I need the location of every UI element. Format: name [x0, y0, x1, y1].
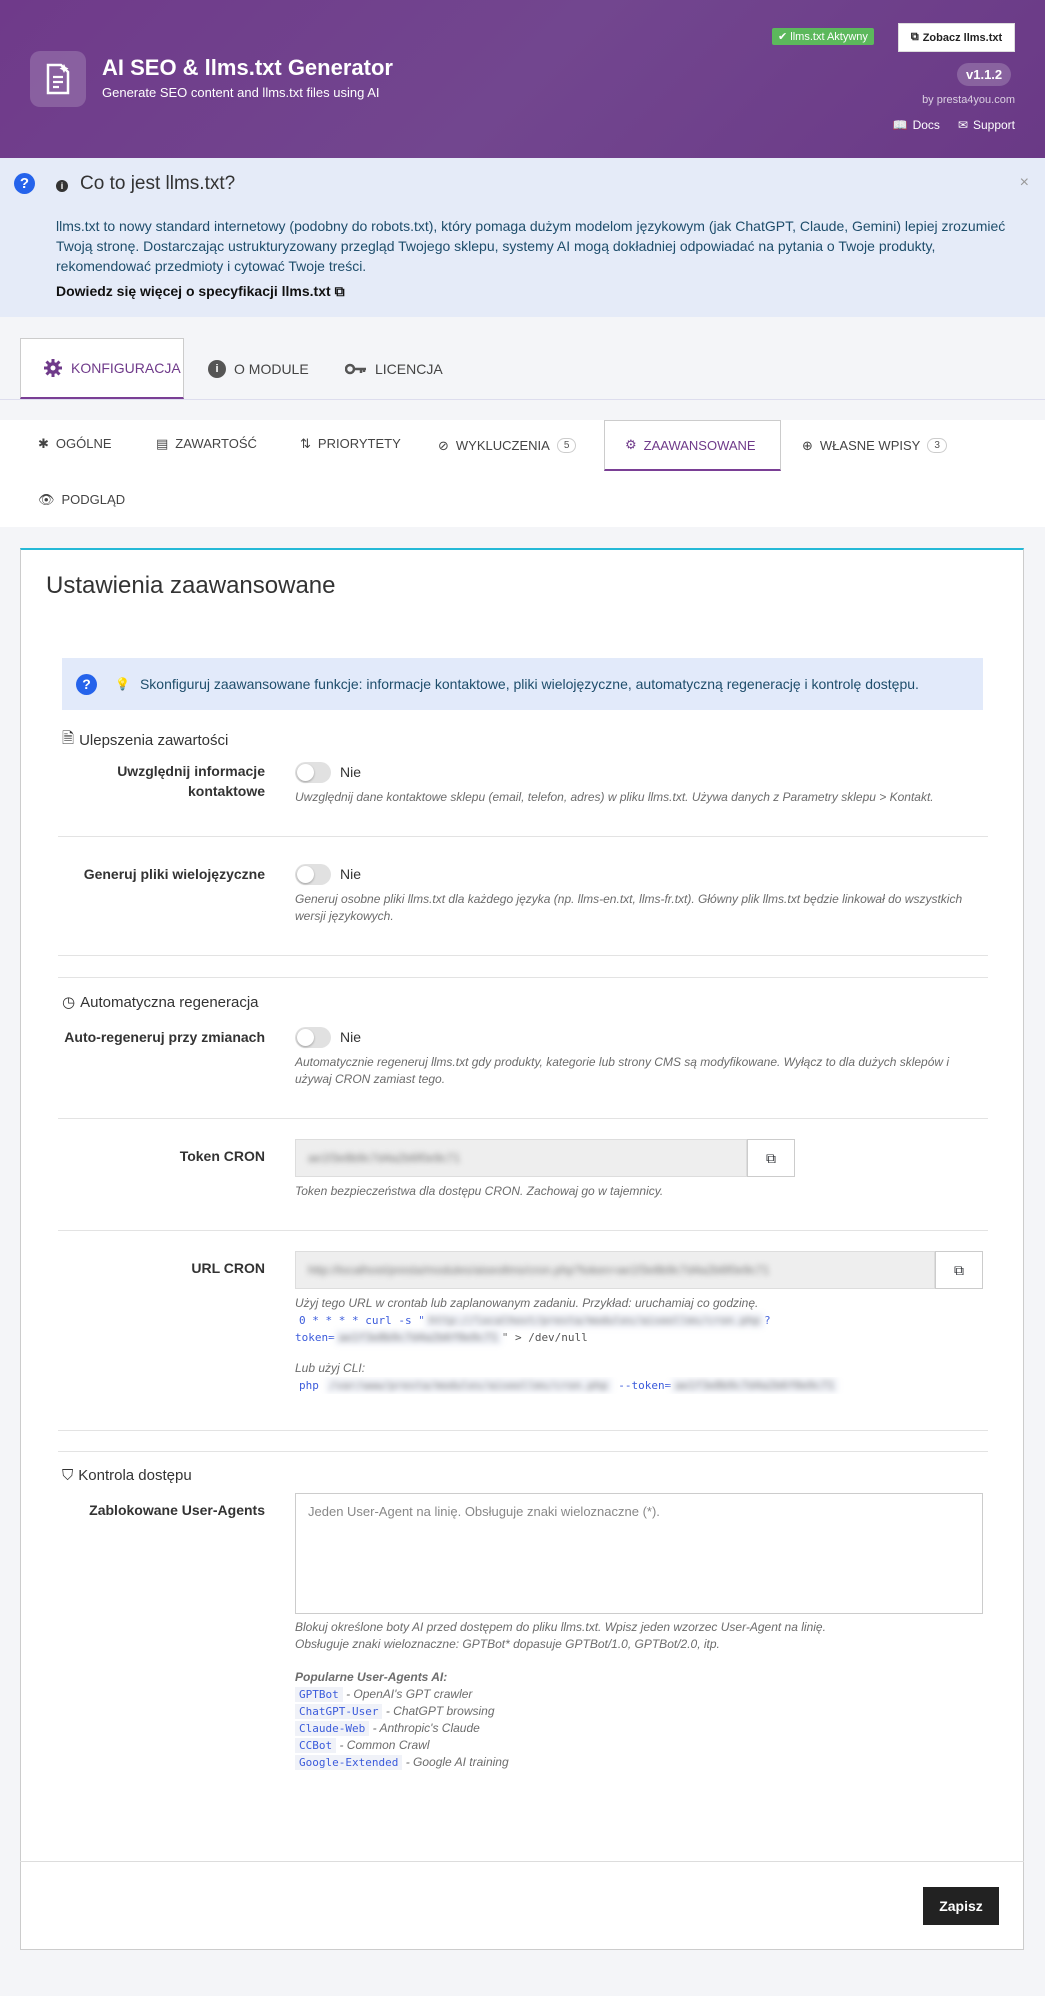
cron-q: ?	[763, 1314, 771, 1327]
agent-name: GPTBot	[295, 1687, 343, 1702]
panel-footer	[20, 1861, 1024, 1950]
autoregen-toggle-label: Nie	[340, 1029, 362, 1045]
subtab-ogolne[interactable]	[38, 418, 112, 469]
subtab-priorytety[interactable]	[300, 418, 401, 469]
agent-desc: - Common Crawl	[339, 1738, 430, 1752]
multilang-toggle[interactable]	[295, 864, 331, 885]
contact-label-line1: Uwzględnij informacje	[117, 763, 265, 779]
author-link[interactable]: by presta4you.com	[922, 94, 1015, 106]
cli-path: /var/www/presta/modules/aiseollms/cron.php	[326, 1378, 612, 1393]
close-icon[interactable]: ×	[1019, 174, 1029, 191]
envelope-icon: ✉	[957, 118, 968, 132]
cogs-icon: ⚙	[625, 437, 637, 452]
info-text: llms.txt to nowy standard internetowy (podobny do robots.txt), który pomaga dużym modelom językowym (jak ChatGPT, Claude, Gemini) lepiej zrozumieć Twoją stronę. Dostarczając ustrukturyzowany przegląd Twojego sklepu, systemy AI mogą dokładniej odpowiadać na pytania o Twoje produkty, rekomendować przedmioty i cytować Twoje treści.	[56, 218, 1006, 274]
info-icon: i	[56, 180, 68, 192]
custom-entries-count: 3	[927, 438, 947, 453]
multilang-label: Generuj pliki wielojęzyczne	[83, 866, 265, 882]
file-icon: 🗎	[62, 730, 75, 747]
autoregen-help: Automatycznie regeneruj llms.txt gdy produkty, kategorie lub strony CMS są modyfikowane. Wyłącz to dla dużych sklepów i używaj CRON zamiast tego.	[295, 1055, 950, 1086]
save-button[interactable]: Zapisz	[923, 1887, 999, 1925]
popular-agent	[295, 1720, 985, 1737]
agent-name: CCBot	[295, 1738, 336, 1753]
shield-icon: ⛉	[62, 1467, 74, 1484]
status-badge: ✔ llms.txt Aktywny	[772, 28, 874, 45]
cli-example	[299, 1377, 985, 1394]
clock-icon: ◷	[62, 994, 76, 1011]
agent-name: Claude-Web	[295, 1721, 369, 1736]
agent-name: Google-Extended	[295, 1755, 402, 1770]
section-access-label: Kontrola dostępu	[78, 1467, 192, 1484]
cron-suffix: " > /dev/null	[501, 1331, 588, 1344]
agents-label: Zablokowane User-Agents	[89, 1502, 265, 1518]
agent-desc: - Google AI training	[405, 1755, 509, 1769]
token-help: Token bezpieczeństwa dla dostępu CRON. Zachowaj go w tajemnicy.	[295, 1184, 664, 1198]
exclusions-count: 5	[557, 438, 577, 453]
cli-php: php	[299, 1379, 319, 1392]
section-content-label: Ulepszenia zawartości	[79, 732, 229, 749]
module-subtitle: Generate SEO content and llms.txt files using AI	[102, 85, 380, 100]
spec-link[interactable]	[56, 283, 345, 300]
info-circle-icon: i	[208, 360, 226, 378]
view-llms-label: Zobacz llms.txt	[922, 31, 1003, 44]
cron-example-line2	[295, 1329, 985, 1346]
sort-icon: ⇅	[300, 435, 311, 451]
docs-link[interactable]	[893, 118, 940, 132]
cron-example	[299, 1312, 985, 1329]
status-badge-label: llms.txt Aktywny	[790, 31, 868, 43]
subtab-podglad-label: PODGLĄD	[61, 492, 126, 507]
agent-name: ChatGPT-User	[295, 1704, 382, 1719]
autoregen-label: Auto-regeneruj przy zmianach	[64, 1029, 265, 1045]
contact-label-line2: kontaktowe	[187, 783, 265, 799]
help-icon: ?	[76, 674, 97, 695]
divider	[58, 836, 988, 837]
cron-url: http://localhost/presta/modules/aiseollms/cron.php	[425, 1313, 764, 1328]
divider	[58, 1118, 988, 1119]
subtab-zaawansowane[interactable]	[604, 420, 781, 471]
divider	[58, 977, 988, 978]
info-title: Co to jest llms.txt?	[80, 173, 236, 194]
divider	[58, 1451, 988, 1452]
subtab-priorytety-label: PRIORYTETY	[317, 436, 401, 451]
cron-token: ae1f3e8b9c7d4a2b6f0e9c71	[335, 1330, 502, 1345]
module-title: AI SEO & llms.txt Generator	[102, 55, 393, 80]
url-help-text: Użyj tego URL w crontab lub zaplanowanym zadaniu. Przykład: uruchamiaj co godzinę.	[295, 1296, 759, 1310]
cli-label: Lub użyj CLI:	[295, 1361, 366, 1375]
popular-agent	[295, 1754, 985, 1771]
contact-help: Uwzględnij dane kontaktowe sklepu (email, telefon, adres) w pliku llms.txt. Używa danych z Parametry sklepu > Kontakt.	[295, 790, 934, 804]
book-icon: 📖	[892, 118, 908, 132]
spec-link-label: Dowiedz się więcej o specyfikacji llms.txt	[56, 283, 331, 299]
panel-title: Ustawienia zaawansowane	[46, 572, 336, 599]
url-input[interactable]	[295, 1251, 935, 1289]
agents-help-2: Obsługuje znaki wieloznaczne: GPTBot* dopasuje GPTBot/1.0, GPTBot/2.0, itp.	[295, 1637, 720, 1651]
support-label: Support	[972, 118, 1015, 132]
tab-o-module-label: O MODULE	[234, 360, 309, 377]
contact-label	[117, 761, 265, 801]
tab-licencja-label: LICENCJA	[375, 360, 443, 377]
ban-icon: ⊘	[438, 437, 449, 453]
version-badge: v1.1.2	[957, 63, 1011, 86]
subtab-ogolne-label: OGÓLNE	[55, 436, 112, 451]
multilang-help: Generuj osobne pliki llms.txt dla każdego języka (np. llms-en.txt, llms-fr.txt). Główny plik llms.txt będzie linkował do wszystkich wersji językowych.	[295, 892, 963, 923]
lightbulb-icon: 💡	[115, 677, 130, 691]
panel-hint	[62, 658, 983, 710]
url-help	[295, 1295, 985, 1394]
subtab-zawartosc-label: ZAWARTOŚĆ	[175, 436, 257, 451]
subtab-wykluczenia[interactable]	[438, 420, 576, 471]
copy-url-button[interactable]	[935, 1251, 983, 1289]
document-icon	[30, 51, 86, 107]
view-llms-button[interactable]	[898, 23, 1015, 52]
gear-icon	[43, 358, 63, 378]
popular-title: Popularne User-Agents AI:	[295, 1670, 448, 1684]
cron-prefix: 0 * * * * curl -s "	[299, 1314, 425, 1327]
external-link-icon: ⧉	[334, 283, 345, 299]
divider	[58, 1430, 988, 1431]
subtab-zawartosc[interactable]	[156, 418, 257, 469]
cli-token-key: --token=	[618, 1379, 672, 1392]
key-icon	[345, 362, 367, 376]
divider	[58, 1230, 988, 1231]
popular-agent	[295, 1686, 985, 1703]
module-header	[0, 0, 1045, 158]
agents-textarea[interactable]: Jeden User-Agent na linię. Obsługuje znaki wieloznaczne (*).	[295, 1493, 983, 1614]
copy-icon: ⧉	[954, 1261, 964, 1278]
tab-konfiguracja-label: KONFIGURACJA	[71, 360, 181, 376]
divider	[58, 955, 988, 956]
token-label: Token CRON	[179, 1148, 265, 1164]
cli-token: ae1f3e8b9c7d4a2b6f0e9c71	[671, 1378, 838, 1393]
docs-label: Docs	[912, 118, 940, 132]
section-regen-label: Automatyczna regeneracja	[80, 993, 259, 1011]
tab-konfiguracja[interactable]	[20, 338, 184, 399]
agent-desc: - Anthropic's Claude	[372, 1721, 480, 1735]
agent-desc: - OpenAI's GPT crawler	[346, 1687, 473, 1701]
url-value: http://localhost/presta/modules/aiseollms/cron.php?token=ae1f3e8b9c7d4a2b6f0e9c71	[308, 1263, 770, 1277]
section-regen	[62, 993, 259, 1011]
list-icon: ▤	[156, 435, 169, 451]
multilang-toggle-label: Nie	[340, 866, 362, 882]
cog-icon: ✱	[38, 435, 49, 451]
subtab-wlasne-wpisy-label: WŁASNE WPISY	[819, 438, 921, 453]
contact-toggle-label: Nie	[340, 764, 362, 780]
help-icon: ?	[14, 173, 35, 194]
subtab-zaawansowane-label: ZAAWANSOWANE	[643, 437, 756, 453]
agents-help	[295, 1619, 985, 1771]
agents-help-1: Blokuj określone boty AI przed dostępem do pliku llms.txt. Wpisz jeden wzorzec User-Agent na linię.	[295, 1620, 826, 1634]
subtab-wlasne-wpisy[interactable]	[802, 420, 947, 471]
popular-agent	[295, 1703, 985, 1720]
subtab-podglad[interactable]	[38, 474, 125, 525]
support-link[interactable]	[958, 118, 1015, 132]
eye-icon: 👁	[38, 491, 55, 507]
external-link-icon: ⧉	[910, 31, 919, 43]
copy-token-button[interactable]	[747, 1139, 795, 1177]
plus-circle-icon: ⊕	[802, 437, 813, 453]
autoregen-toggle[interactable]	[295, 1027, 331, 1048]
contact-toggle[interactable]	[295, 762, 331, 783]
tab-licencja[interactable]	[345, 338, 443, 399]
token-input[interactable]	[295, 1139, 747, 1177]
cron-token-key: token=	[295, 1331, 335, 1344]
copy-icon: ⧉	[766, 1149, 776, 1166]
agent-desc: - ChatGPT browsing	[385, 1704, 495, 1718]
token-value: ae1f3e8b9c7d4a2b6f0e9c71	[308, 1151, 461, 1165]
popular-agent	[295, 1737, 985, 1754]
section-content	[62, 728, 228, 753]
url-label: URL CRON	[191, 1260, 265, 1276]
tab-o-module[interactable]	[208, 338, 309, 399]
section-access	[62, 1467, 192, 1484]
panel-hint-text: Skonfiguruj zaawansowane funkcje: informacje kontaktowe, pliki wielojęzyczne, automatyczną regenerację i kontrolę dostępu.	[139, 676, 919, 692]
subtab-wykluczenia-label: WYKLUCZENIA	[455, 438, 550, 453]
